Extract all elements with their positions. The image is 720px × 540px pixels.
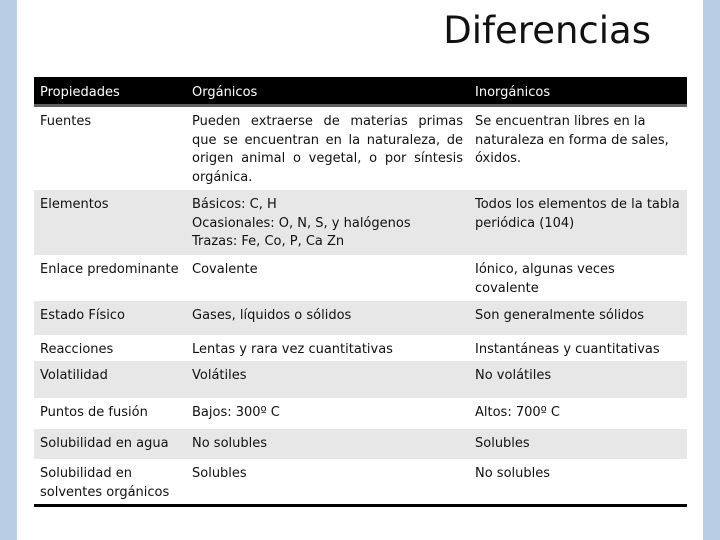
cell-inorganic: No solubles bbox=[475, 466, 551, 481]
table-header-row bbox=[34, 77, 687, 107]
cell-organic: Gases, líquidos o sólidos bbox=[192, 308, 352, 323]
cell-organic: Solubles bbox=[192, 466, 247, 481]
cell-inorganic: Solubles bbox=[475, 436, 530, 451]
table-row bbox=[34, 107, 687, 190]
cell-property: Volatilidad bbox=[40, 368, 108, 383]
cell-inorganic: No volátiles bbox=[475, 368, 552, 383]
table-row bbox=[34, 429, 687, 459]
table-row bbox=[34, 255, 687, 301]
organic-line: Básicos: C, H bbox=[192, 197, 277, 212]
cell-organic: Lentas y rara vez cuantitativas bbox=[192, 342, 393, 357]
cell-property: Fuentes bbox=[40, 114, 92, 129]
cell-organic: No solubles bbox=[192, 436, 268, 451]
cell-inorganic: Iónico, algunas veces covalente bbox=[475, 262, 615, 296]
cell-property: Elementos bbox=[40, 197, 109, 212]
table-row bbox=[34, 301, 687, 335]
header-propiedades: Propiedades bbox=[40, 85, 120, 100]
cell-organic: Pueden extraerse de materias primas que se encuentran en la naturaleza, de origen animal o vegetal, o por síntesis orgánica. bbox=[192, 114, 463, 185]
table-row bbox=[34, 335, 687, 361]
cell-property: Estado Físico bbox=[40, 308, 125, 323]
table-row bbox=[34, 190, 687, 255]
header-inorganicos: Inorgánicos bbox=[475, 85, 551, 100]
cell-inorganic: Se encuentran libres en la naturaleza en forma de sales, óxidos. bbox=[475, 114, 669, 166]
slide-title: Diferencias bbox=[443, 9, 651, 52]
cell-inorganic: Instantáneas y cuantitativas bbox=[475, 342, 660, 357]
table-row bbox=[34, 398, 687, 429]
table-bottom-rule bbox=[34, 504, 687, 507]
comparison-table bbox=[34, 77, 687, 507]
cell-property: Puntos de fusión bbox=[40, 405, 148, 420]
table-row bbox=[34, 459, 687, 504]
cell-inorganic: Altos: 700º C bbox=[475, 405, 560, 420]
cell-organic: Covalente bbox=[192, 262, 258, 277]
cell-property: Solubilidad en solventes orgánicos bbox=[40, 466, 170, 500]
cell-property: Solubilidad en agua bbox=[40, 436, 169, 451]
cell-organic: Volátiles bbox=[192, 368, 247, 383]
cell-organic bbox=[186, 190, 469, 252]
header-organicos: Orgánicos bbox=[192, 85, 258, 100]
cell-organic: Bajos: 300º C bbox=[192, 405, 280, 420]
organic-line: Ocasionales: O, N, S, y halógenos bbox=[192, 215, 411, 231]
table-row bbox=[34, 361, 687, 398]
cell-property: Reacciones bbox=[40, 342, 114, 357]
cell-inorganic: Son generalmente sólidos bbox=[475, 308, 645, 323]
organic-line: Trazas: Fe, Co, P, Ca Zn bbox=[192, 234, 345, 249]
cell-inorganic: Todos los elementos de la tabla periódica (104) bbox=[475, 197, 680, 231]
cell-property: Enlace predominante bbox=[40, 262, 179, 277]
